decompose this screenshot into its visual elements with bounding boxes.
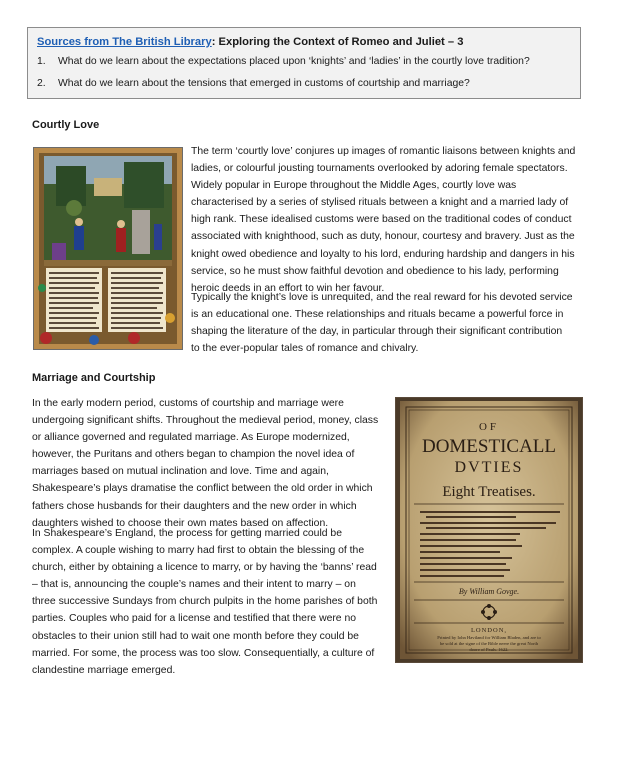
source-link[interactable]: Sources from The British Library [37,36,212,48]
text-line: service, so he must show faithful devotion and obedience to his lady, performing [191,265,559,277]
book-subtitle: Eight Treatises. [442,484,536,500]
book-title: DOMESTICALL [421,436,557,457]
text-line: knight owed obedience and loyalty to his lord, enduring hardship and dangers in his [191,248,575,260]
courtly-love-paragraph-1 [191,143,586,297]
header-box [27,27,581,99]
courtly-love-paragraph-2 [191,289,586,357]
text-line: high rank. These idealised customs were based on the traditional codes of conduct [191,214,572,226]
domesticall-duties-title-page-image [395,397,583,663]
question-list [37,55,571,91]
book-imprint-2: Printed by Iohn Haviland for William Bladen, and are to [437,635,541,640]
manuscript-illumination-image [33,147,183,350]
text-line: to the ever-popular tales of romance and chivalry. [191,343,419,355]
text-line: heroic deeds in an effort to win her favour. [191,282,385,294]
text-line: church, either by obtaining a licence to marry, or by having the ‘banns’ read [32,562,377,574]
text-line: is an educational one. These relationships and rituals became a powerful force in [191,309,564,321]
text-line: married. For some, the process was too slow. Consequentially, a culture of [32,647,375,659]
marriage-paragraph-1 [32,395,387,532]
text-line: clandestine marriage emerged. [32,664,176,676]
text-line: fathers chose husbands for their daughters and the new order in which [32,500,357,512]
book-author: By William Govge. [458,587,520,596]
marriage-paragraph-2 [32,525,392,679]
text-line: Shakespeare’s plays dramatise the conflict between the old order in which [32,483,373,495]
book-imprint-1: LONDON, [470,627,508,634]
text-line: however, the Puritans and others began to champion the novel idea of [32,449,355,461]
section-heading-courtly-love: Courtly Love [32,119,100,131]
text-line: Typically the knight’s love is unrequited, and the real reward for his devoted service [191,292,573,303]
header-title-rest: : Exploring the Context of Romeo and Juliet – 3 [211,36,464,48]
question-number: 2. [37,78,46,89]
book-imprint-3: be sold at the signe of the Bible neere the great North [439,641,539,646]
text-line: shaping the literature of the day, in particular through their significant contribution [191,326,563,338]
text-line: daughters wished to choose their own mates based on affection. [32,517,329,529]
text-line: obstacles to their union still had to wait one month before they could be [32,630,359,642]
question-number: 1. [37,56,46,67]
text-line: – that is, announcing the couple’s names and their intent to marry – on [32,579,356,591]
text-line: In Shakespeare’s England, the process for getting married could be [32,528,342,539]
question-text: What do we learn about the expectations placed upon ‘knights’ and ‘ladies’ in the courtly love tradition? [58,56,530,67]
book-of: OF [478,421,500,433]
text-line: or alliance governed and regulated marriage. As Europe modernized, [32,432,350,444]
text-line: undergoing significant shifts. Throughout the medieval period, money, class [32,415,379,427]
section-heading-marriage: Marriage and Courtship [32,372,156,384]
text-line: three successive Sundays from church pulpits in the home parishes of both [32,596,378,608]
text-line: ladies, or colourful jousting tournaments overlooked by adoring female spectators. [191,163,568,175]
text-line: marriages based on mutual inclination and love. Time and again, [32,466,329,478]
text-line: associated with knighthood, such as duty, honour, courtesy and bravery. Just as the [191,231,575,243]
question-item [37,55,571,69]
text-line: characterised by a series of stylised rituals between a knight and a married lady of [191,197,569,209]
book-imprint-4: doore of Pauls. 1622. [469,647,509,652]
text-line: Widely popular in Europe throughout the Middle Ages, courtly love was [191,180,517,192]
header-title [37,35,571,50]
text-line: complex. A couple wishing to marry had first to obtain the blessing of the [32,545,365,557]
question-text: What do we learn about the tensions that emerged in customs of courtship and marriage? [58,78,470,89]
book-title-2: DVTIES [454,459,524,476]
text-line: In the early modern period, customs of courtship and marriage were [32,398,344,409]
text-line: The term ‘courtly love’ conjures up images of romantic liaisons between knights and [191,146,576,157]
text-line: parties. Couples who paid for a license and testified that there were no [32,613,357,625]
question-item [37,77,571,91]
